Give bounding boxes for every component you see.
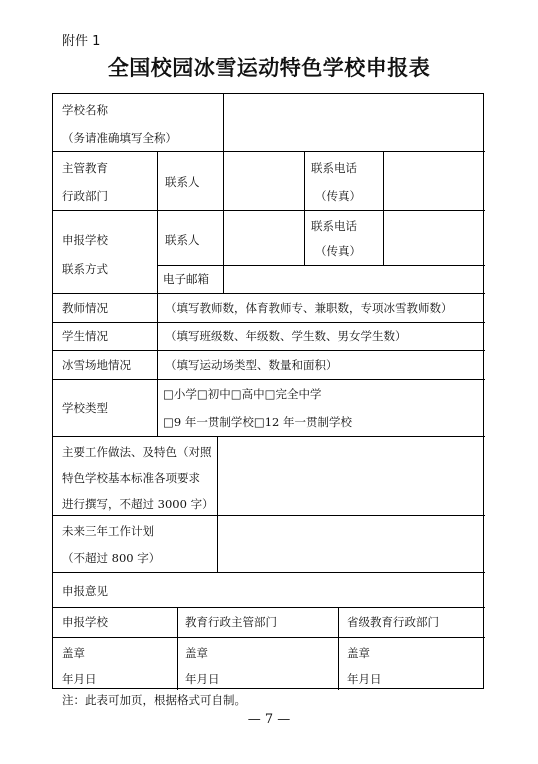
school-name-hint: （务请准确填写全称） <box>62 131 177 145</box>
seal-label: 盖章 <box>62 646 85 660</box>
opinion-provincial-label: 省级教育行政部门 <box>347 615 439 629</box>
school-name-field[interactable] <box>225 96 483 150</box>
admin-dept-label: 主管教育 <box>62 161 108 175</box>
venue-label: 冰雪场地情况 <box>62 358 131 372</box>
opinion-label: 申报意见 <box>62 584 108 598</box>
row-divider <box>53 607 485 608</box>
applicant-phone-field[interactable] <box>385 212 483 264</box>
attachment-label: 附件 1 <box>62 34 101 49</box>
admin-phone-field[interactable] <box>385 153 483 209</box>
column-divider <box>217 436 218 572</box>
applicant-phone-label: 联系电话 <box>311 219 357 233</box>
admin-phone-label: 联系电话 <box>311 161 357 175</box>
row-divider <box>53 637 485 638</box>
opinion-school-label: 申报学校 <box>62 615 108 629</box>
students-field[interactable]: （填写班级数、年级数、学生数、男女学生数） <box>165 329 407 343</box>
column-divider <box>223 94 224 151</box>
column-divider <box>157 293 158 436</box>
application-form-table <box>52 93 484 689</box>
opinion-admin-label: 教育行政主管部门 <box>185 615 277 629</box>
main-work-label: 主要工作做法、及特色（对照 <box>62 445 212 459</box>
teachers-label: 教师情况 <box>62 301 108 315</box>
form-title: 全国校园冰雪运动特色学校申报表 <box>107 55 431 80</box>
plan-label: （不超过 800 字） <box>62 551 161 565</box>
seal-label: 盖章 <box>347 646 370 660</box>
row-divider <box>157 265 485 266</box>
applicant-contact-label: 联系方式 <box>62 262 108 276</box>
applicant-contact-label: 申报学校 <box>62 233 108 247</box>
column-divider <box>304 151 305 265</box>
column-divider <box>177 607 178 690</box>
column-divider <box>157 151 158 293</box>
date-label: 年月日 <box>185 672 220 686</box>
school-name-label: 学校名称 <box>62 103 108 117</box>
main-work-label: 进行撰写，不超过 3000 字） <box>62 497 214 511</box>
applicant-phone-label: （传真） <box>315 244 361 258</box>
email-field[interactable] <box>225 267 483 292</box>
school-type-label: 学校类型 <box>62 401 108 415</box>
admin-contact-label: 联系人 <box>165 175 200 189</box>
students-label: 学生情况 <box>62 329 108 343</box>
seal-label: 盖章 <box>185 646 208 660</box>
school-type-options[interactable]: □9 年一贯制学校□12 年一贯制学校 <box>163 415 352 429</box>
row-divider <box>53 151 485 152</box>
venue-field[interactable]: （填写运动场类型、数量和面积） <box>165 358 338 372</box>
row-divider <box>53 210 485 211</box>
plan-field[interactable] <box>219 517 483 571</box>
row-divider <box>53 350 485 351</box>
applicant-contact-person-label: 联系人 <box>165 233 200 247</box>
main-work-label: 特色学校基本标准各项要求 <box>62 471 200 485</box>
column-divider <box>383 151 384 265</box>
row-divider <box>53 515 485 516</box>
column-divider <box>223 151 224 293</box>
row-divider <box>53 436 485 437</box>
applicant-contact-field[interactable] <box>225 212 303 264</box>
admin-contact-field[interactable] <box>225 153 303 209</box>
page-number: — 7 — <box>247 712 291 727</box>
email-label: 电子邮箱 <box>163 272 209 286</box>
date-label: 年月日 <box>347 672 382 686</box>
admin-phone-label: （传真） <box>315 189 361 203</box>
plan-label: 未来三年工作计划 <box>62 524 154 538</box>
teachers-field[interactable]: （填写教师数，体育教师专、兼职数，专项冰雪教师数） <box>165 301 453 315</box>
date-label: 年月日 <box>62 672 97 686</box>
admin-dept-label: 行政部门 <box>62 189 108 203</box>
row-divider <box>53 293 485 294</box>
column-divider <box>338 607 339 690</box>
row-divider <box>53 572 485 573</box>
footnote: 注：此表可加页，根据格式可自制。 <box>62 693 246 707</box>
row-divider <box>53 379 485 380</box>
main-work-field[interactable] <box>219 438 483 514</box>
row-divider <box>53 322 485 323</box>
school-type-options[interactable]: □小学□初中□高中□完全中学 <box>163 387 322 401</box>
